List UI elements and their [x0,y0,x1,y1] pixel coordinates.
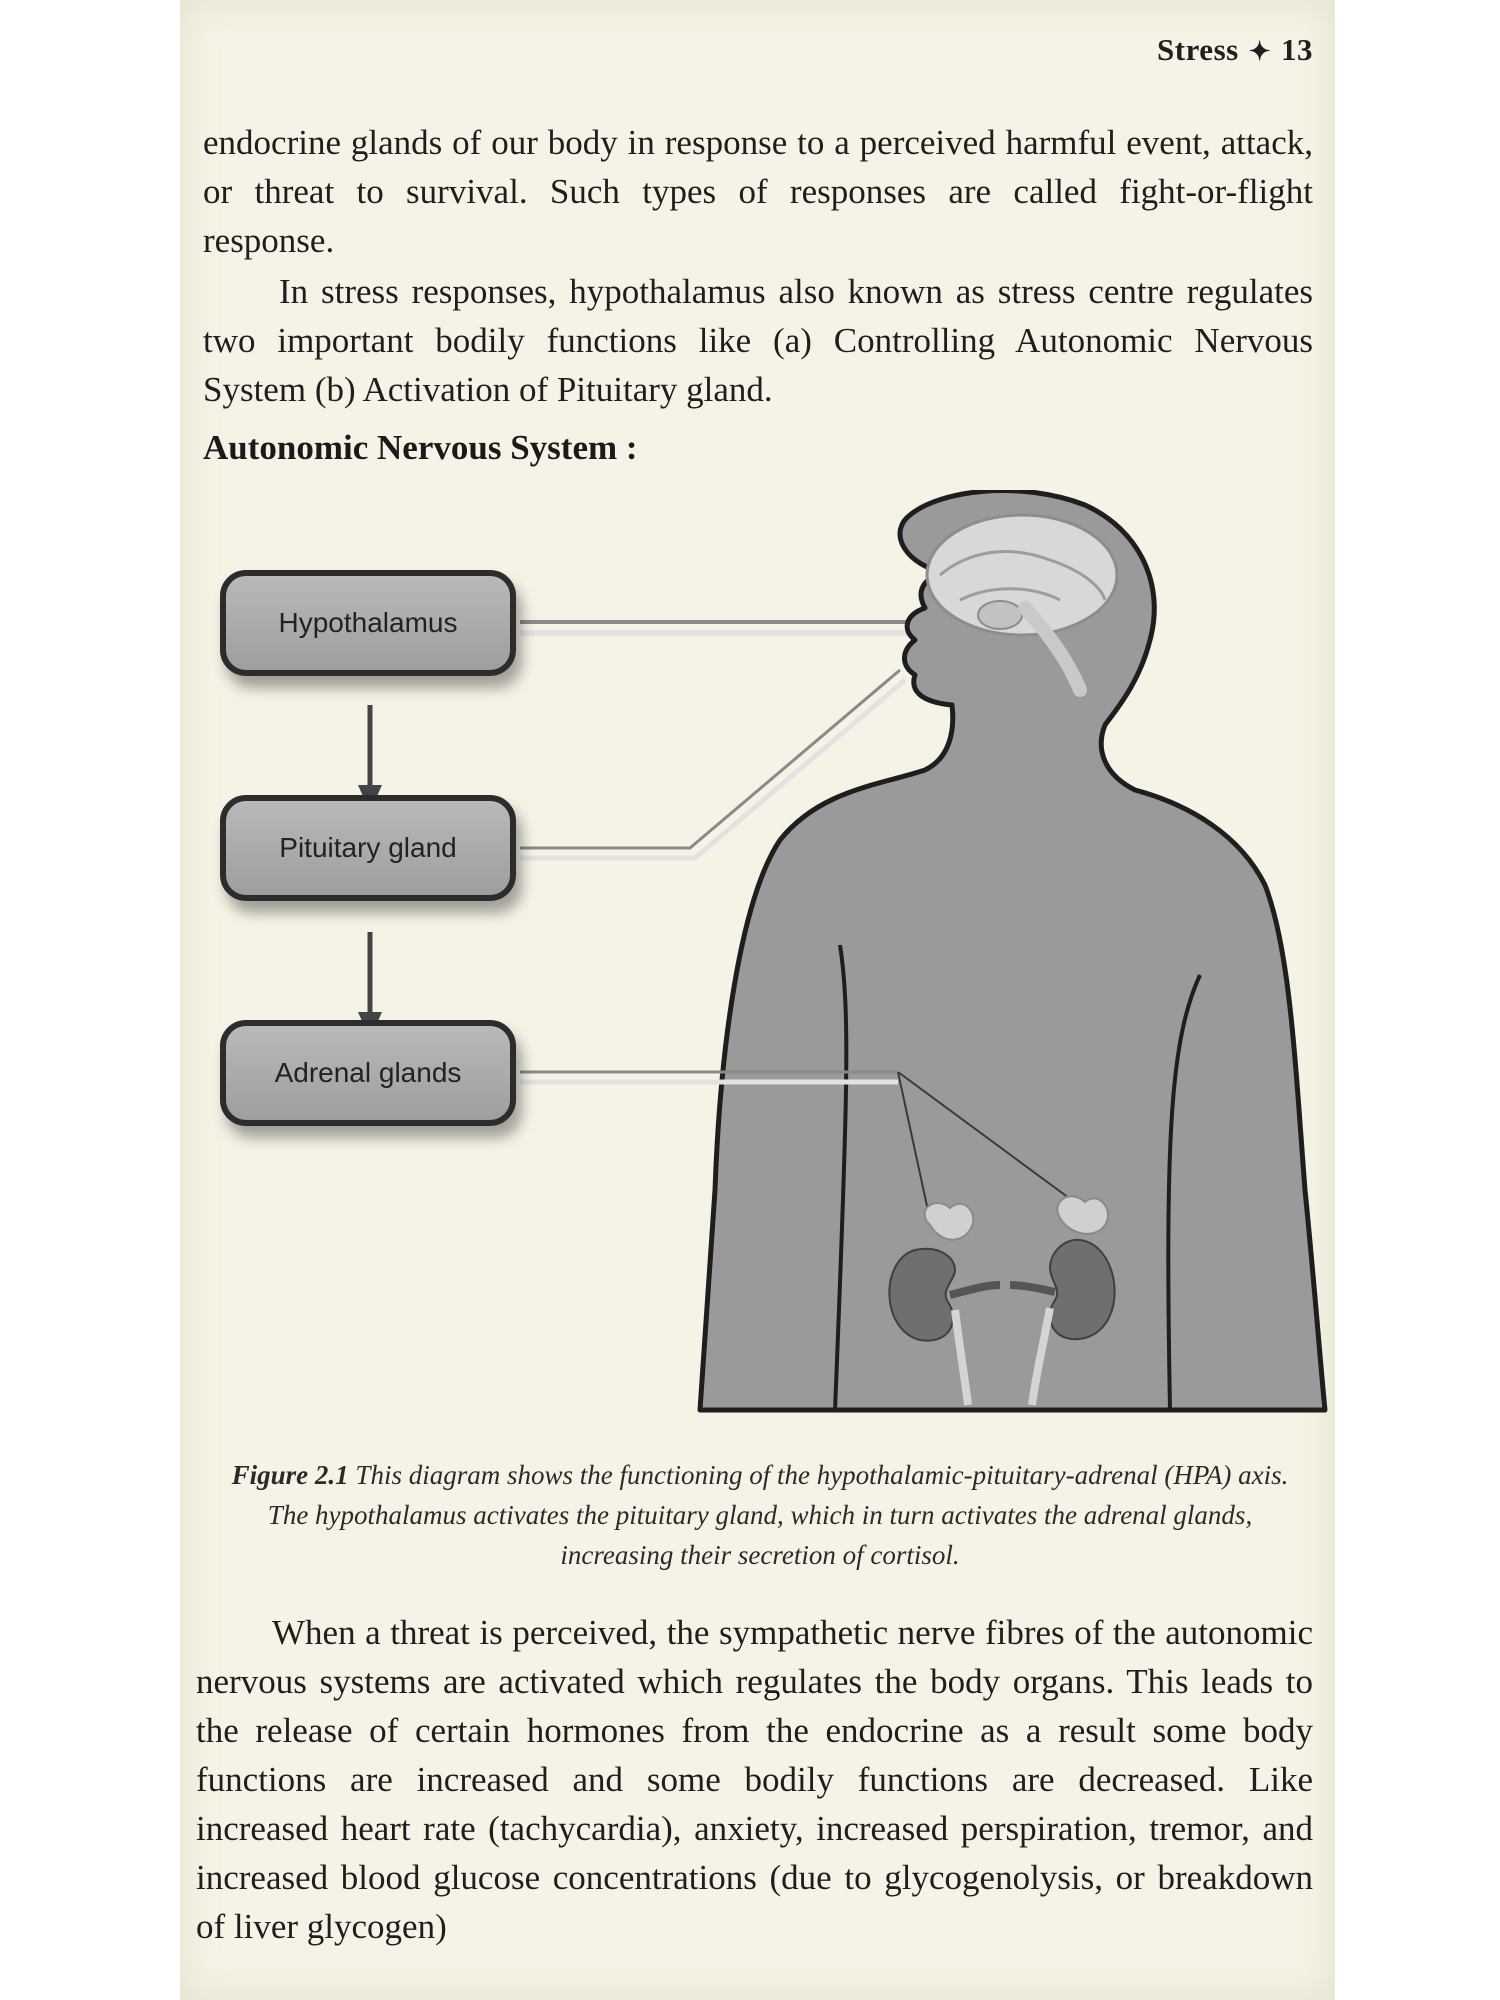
figure-caption-text: This diagram shows the functioning of the hypothalamic-pituitary-adrenal (HPA) axis. The hypothalamus activates the pituitary gland, which in turn activates the adrenal glands, increasing their secretion of cortisol. [267,1460,1289,1570]
page-number: 13 [1281,32,1313,67]
hypothalamus-box: Hypothalamus [220,570,516,676]
figure-number: Figure 2.1 [231,1460,349,1490]
pituitary-gland-box: Pituitary gland [220,795,516,901]
hpa-axis-figure [180,490,1335,1420]
section-heading-ans: Autonomic Nervous System : [203,428,638,467]
paragraph-stress-centre: In stress responses, hypothalamus also known as stress centre regulates two important bodily functions like (a) Controlling Autonomic Nervous System (b) Activation of Pituitary gland. [203,272,1313,409]
running-head [1157,32,1313,68]
adrenal-glands-box: Adrenal glands [220,1020,516,1126]
separator-icon: ✦ [1248,37,1271,66]
figure-caption [230,1455,1290,1575]
hypothalamus-region [978,601,1022,629]
paragraph-sympathetic-response: When a threat is perceived, the sympathetic nerve fibres of the autonomic nervous systems are activated which regulates the body organs. This leads to the release of certain hormones from the endocrine as a result some body functions are increased and some bodily functions are decreased. Like increased heart rate (tachycardia), anxiety, increased perspiration, tremor, and increased blood glucose concentrations (due to glycogenolysis, or breakdown of liver glycogen) [196,1613,1313,1946]
book-page [180,0,1335,2000]
section-title: Stress [1157,32,1239,67]
paragraph-fight-or-flight: endocrine glands of our body in response to a perceived harmful event, attack, or threat to survival. Such types of responses are called fight-or-flight response. [203,123,1313,260]
